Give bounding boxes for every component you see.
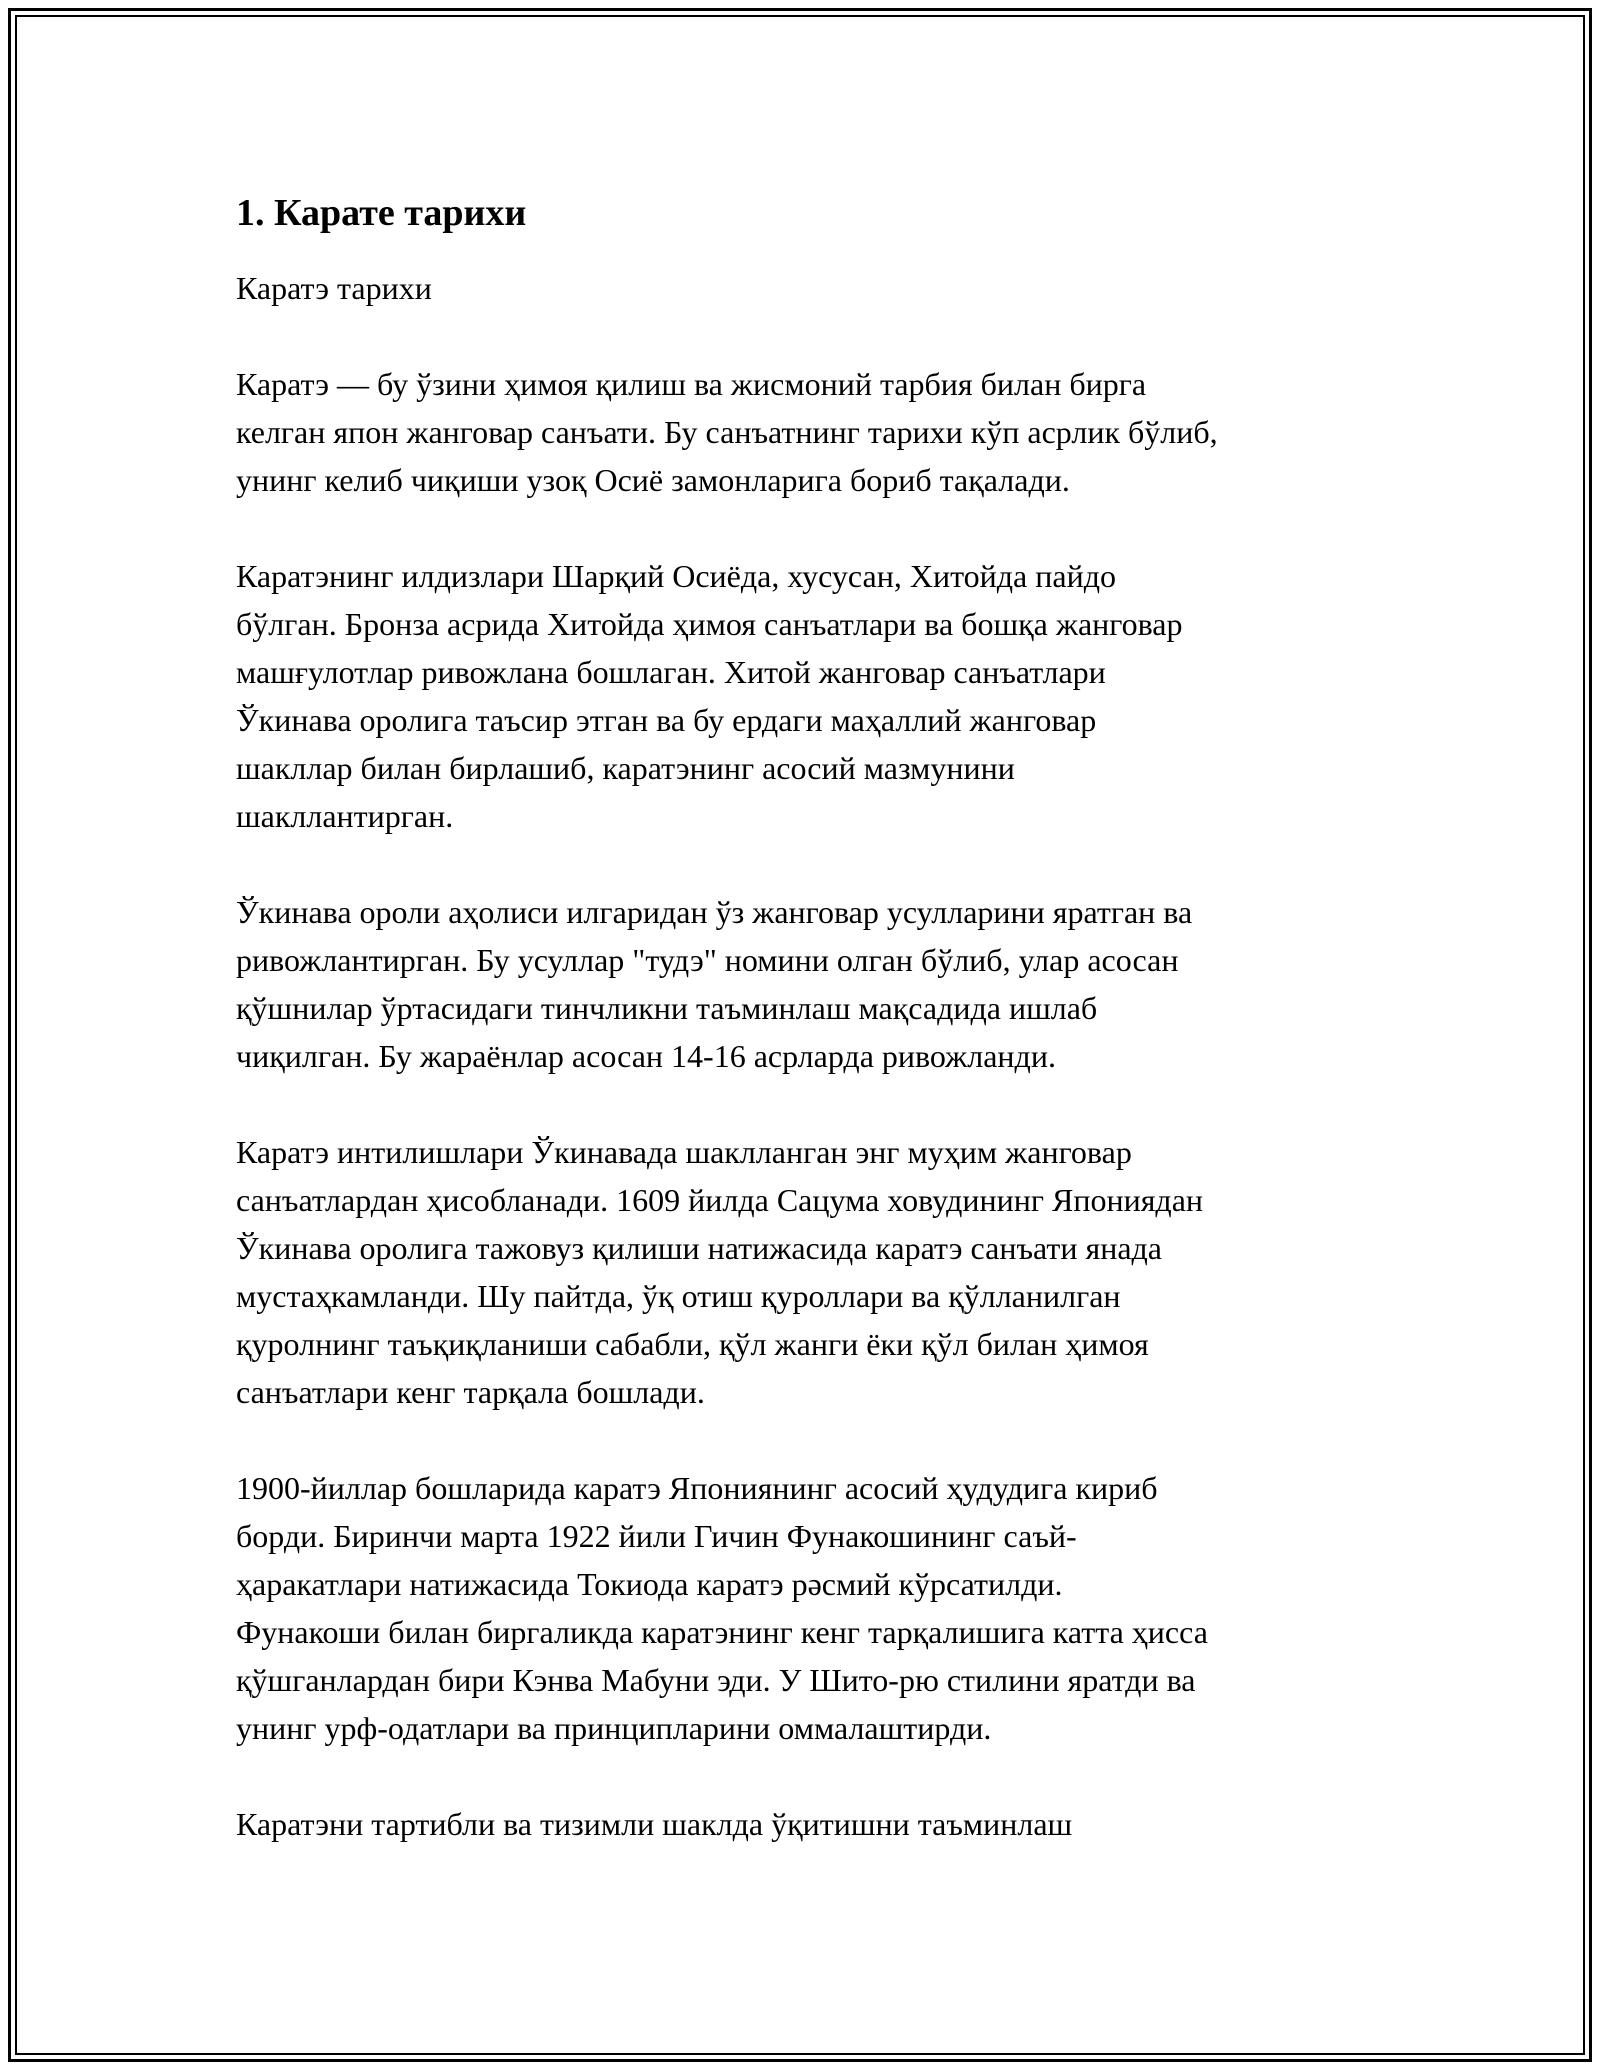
paragraph-3 — [236, 888, 1376, 1080]
text-line: бўлган. Бронза асрида Хитойда ҳимоя санъатлари ва бошқа жанговар — [236, 606, 1183, 642]
text-line: келган япон жанговар санъати. Бу санъатнинг тарихи кўп асрлик бўлиб, — [236, 414, 1218, 450]
text-line: қўшнилар ўртасидаги тинчликни таъминлаш мақсадида ишлаб — [236, 990, 1098, 1026]
text-line: борди. Биринчи марта 1922 йили Гичин Фунакошининг саъй- — [236, 1518, 1077, 1554]
document-body — [236, 186, 1376, 1896]
text-line: мустаҳкамланди. Шу пайтда, ўқ отиш қуроллари ва қўлланилган — [236, 1278, 1121, 1314]
text-line: Фунакоши билан биргаликда каратэнинг кенг тарқалишига катта ҳисса — [236, 1614, 1208, 1650]
text-line: унинг келиб чиқиши узоқ Осиё замонларига бориб тақалади. — [236, 462, 1070, 498]
text-line: санъатлари кенг тарқала бошлади. — [236, 1374, 705, 1410]
text-line: қуролнинг таъқиқланиши сабабли, қўл жанги ёки қўл билан ҳимоя — [236, 1326, 1149, 1362]
text-line: санъатлардан ҳисобланади. 1609 йилда Сацума ховудининг Япониядан — [236, 1182, 1204, 1218]
text-line: ҳаракатлари натижасида Токиода каратэ рәсмий кўрсатилди. — [236, 1566, 1063, 1602]
text-line: Ўкинава оролига тажовуз қилиши натижасида каратэ санъати янада — [236, 1230, 1162, 1266]
text-line: Каратэни тартибли ва тизимли шаклда ўқитишни таъминлаш — [236, 1806, 1073, 1842]
text-line: Каратэ — бу ўзини ҳимоя қилиш ва жисмоний тарбия билан бирга — [236, 366, 1147, 402]
text-line: Каратэнинг илдизлари Шарқий Осиёда, хусусан, Хитойда пайдо — [236, 558, 1116, 594]
text-line: ривожлантирган. Бу усуллар "тудэ" номини олган бўлиб, улар асосан — [236, 942, 1179, 978]
paragraph-6 — [236, 1800, 1376, 1848]
section-subtitle: Каратэ тарихи — [236, 270, 432, 306]
text-line: шакллантирган. — [236, 798, 454, 834]
paragraph-1 — [236, 360, 1376, 504]
paragraph-2 — [236, 552, 1376, 840]
text-line: Ўкинава оролига таъсир этган ва бу ердаги маҳаллий жанговар — [236, 702, 1097, 738]
text-line: Ўкинава ороли аҳолиси илгаридан ўз жанговар усулларини яратган ва — [236, 894, 1193, 930]
paragraph-5 — [236, 1464, 1376, 1752]
text-line: унинг урф-одатлари ва принципларини оммалаштирди. — [236, 1710, 992, 1746]
section-heading: 1. Карате тарихи — [236, 192, 527, 234]
text-line: қўшганлардан бири Кэнва Мабуни эди. У Шито-рю стилини яратди ва — [236, 1662, 1196, 1698]
text-line: машғулотлар ривожлана бошлаган. Хитой жанговар санъатлари — [236, 654, 1106, 690]
text-line: чиқилган. Бу жараёнлар асосан 14-16 асрларда ривожланди. — [236, 1038, 1056, 1074]
text-line: шакллар билан бирлашиб, каратэнинг асосий мазмунини — [236, 750, 1015, 786]
text-line: 1900-йиллар бошларида каратэ Япониянинг асосий ҳудудига кириб — [236, 1470, 1158, 1506]
text-line: Каратэ интилишлари Ўкинавада шаклланган энг муҳим жанговар — [236, 1134, 1132, 1170]
paragraph-4 — [236, 1128, 1376, 1416]
